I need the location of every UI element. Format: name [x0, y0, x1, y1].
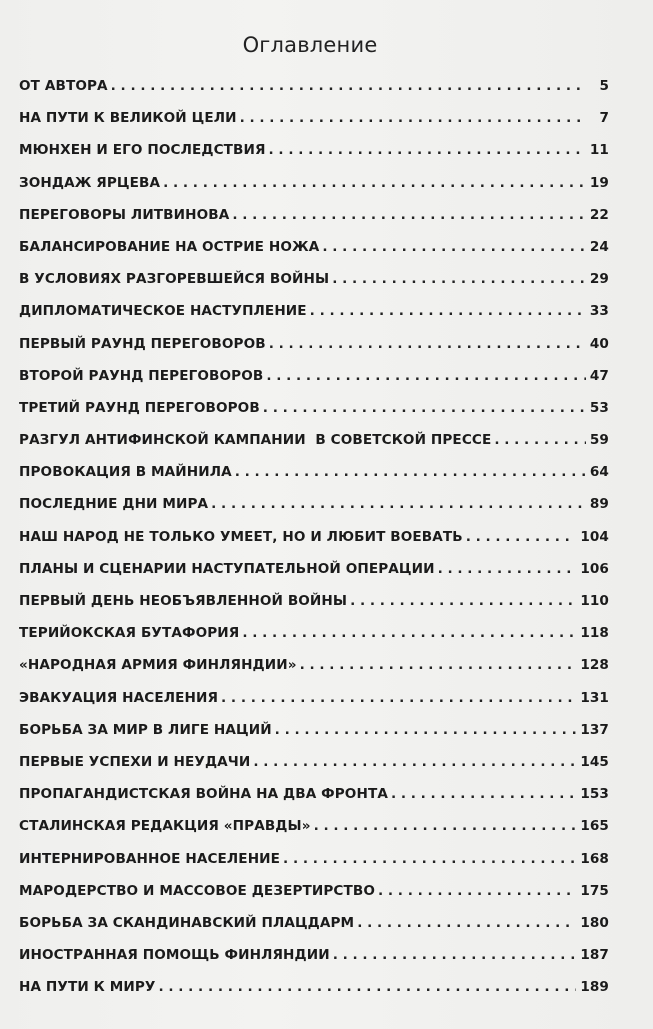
- toc-dot-leader: [235, 456, 586, 488]
- toc-dot-leader: [283, 843, 576, 875]
- toc-entry: [19, 134, 609, 166]
- table-of-contents: [19, 70, 609, 1003]
- toc-dot-leader: [163, 167, 586, 199]
- toc-entry-page: 89: [589, 496, 609, 513]
- toc-entry-page: 118: [580, 625, 609, 642]
- toc-entry-title: ПЛАНЫ И СЦЕНАРИИ НАСТУПАТЕЛЬНОЙ ОПЕРАЦИИ: [19, 560, 435, 577]
- toc-entry-title: ТЕРИЙОКСКАЯ БУТАФОРИЯ: [19, 625, 240, 642]
- toc-entry-page: 29: [589, 271, 609, 288]
- toc-dot-leader: [211, 488, 586, 520]
- toc-entry-page: 180: [580, 914, 609, 931]
- toc-entry-title: ДИПЛОМАТИЧЕСКОЕ НАСТУПЛЕНИЕ: [19, 303, 307, 320]
- toc-entry-page: 22: [589, 206, 609, 223]
- toc-entry-title: РАЗГУЛ АНТИФИНСКОЙ КАМПАНИИ В СОВЕТСКОЙ ПРЕССЕ: [19, 432, 492, 449]
- toc-entry-title: БОРЬБА ЗА МИР В ЛИГЕ НАЦИЙ: [19, 721, 272, 738]
- toc-entry-page: 106: [580, 560, 609, 577]
- toc-entry-page: 24: [589, 238, 609, 255]
- toc-entry-page: 145: [580, 753, 609, 770]
- toc-dot-leader: [242, 617, 576, 649]
- toc-entry-page: 168: [580, 850, 609, 867]
- toc-entry-title: ПЕРВЫЕ УСПЕХИ И НЕУДАЧИ: [19, 753, 251, 770]
- toc-entry-title: ПЕРВЫЙ РАУНД ПЕРЕГОВОРОВ: [19, 335, 266, 352]
- toc-entry-page: 187: [580, 947, 609, 964]
- toc-entry-page: 137: [580, 721, 609, 738]
- toc-dot-leader: [253, 746, 576, 778]
- toc-dot-leader: [158, 971, 576, 1003]
- toc-entry-title: ВТОРОЙ РАУНД ПЕРЕГОВОРОВ: [19, 367, 264, 384]
- toc-entry-title: БАЛАНСИРОВАНИЕ НА ОСТРИЕ НОЖА: [19, 238, 320, 255]
- toc-entry-page: 19: [589, 174, 609, 191]
- toc-dot-leader: [240, 102, 587, 134]
- toc-dot-leader: [391, 778, 576, 810]
- toc-entry-page: 110: [580, 593, 609, 609]
- toc-entry-page: 189: [580, 979, 609, 996]
- toc-dot-leader: [332, 263, 586, 295]
- toc-dot-leader: [314, 810, 577, 842]
- toc-entry: [19, 682, 609, 714]
- toc-entry-page: 7: [599, 110, 609, 127]
- toc-entry-title: НА ПУТИ К МИРУ: [19, 979, 156, 996]
- toc-dot-leader: [333, 939, 577, 971]
- toc-dot-leader: [350, 585, 576, 617]
- toc-dot-leader: [357, 907, 576, 939]
- toc-entry-title: ЗОНДАЖ ЯРЦЕВА: [19, 174, 161, 191]
- toc-dot-leader: [269, 328, 586, 360]
- toc-entry-page: 131: [580, 689, 609, 706]
- toc-entry-page: 175: [580, 882, 609, 899]
- toc-entry-title: МАРОДЕРСТВО И МАССОВОЕ ДЕЗЕРТИРСТВО: [19, 882, 376, 899]
- toc-entry: [19, 553, 609, 585]
- toc-dot-leader: [263, 392, 586, 424]
- toc-entry: [19, 843, 609, 875]
- toc-entry: [19, 746, 609, 778]
- toc-entry: [19, 102, 609, 134]
- toc-entry-title: НАШ НАРОД НЕ ТОЛЬКО УМЕЕТ, НО И ЛЮБИТ ВОЕВАТЬ: [19, 528, 463, 545]
- toc-entry: [19, 199, 609, 231]
- toc-entry-page: 47: [589, 367, 609, 384]
- toc-entry-title: СТАЛИНСКАЯ РЕДАКЦИЯ «ПРАВДЫ»: [19, 818, 311, 835]
- toc-dot-leader: [221, 682, 576, 714]
- toc-entry-title: ПЕРЕГОВОРЫ ЛИТВИНОВА: [19, 206, 230, 223]
- toc-dot-leader: [266, 360, 586, 392]
- toc-entry: [19, 810, 609, 842]
- toc-entry-title: ТРЕТИЙ РАУНД ПЕРЕГОВОРОВ: [19, 399, 260, 416]
- toc-entry: [19, 585, 609, 617]
- toc-entry-page: 59: [589, 432, 609, 449]
- toc-dot-leader: [275, 714, 577, 746]
- page-title: Оглавление: [242, 33, 378, 57]
- toc-entry: [19, 971, 609, 1003]
- toc-entry-page: 33: [589, 303, 609, 320]
- toc-entry-title: ПОСЛЕДНИЕ ДНИ МИРА: [19, 496, 209, 513]
- toc-entry-title: ЭВАКУАЦИЯ НАСЕЛЕНИЯ: [19, 689, 219, 706]
- toc-entry: [19, 263, 609, 295]
- toc-dot-leader: [232, 199, 586, 231]
- toc-entry-title: БОРЬБА ЗА СКАНДИНАВСКИЙ ПЛАЦДАРМ: [19, 914, 355, 931]
- toc-dot-leader: [322, 231, 585, 263]
- toc-entry-title: В УСЛОВИЯХ РАЗГОРЕВШЕЙСЯ ВОЙНЫ: [19, 271, 330, 288]
- toc-entry: [19, 70, 609, 102]
- toc-dot-leader: [111, 70, 587, 102]
- toc-entry: [19, 907, 609, 939]
- toc-entry-title: ПРОВОКАЦИЯ В МАЙНИЛА: [19, 464, 232, 481]
- toc-entry: [19, 295, 609, 327]
- toc-entry: [19, 167, 609, 199]
- toc-entry-title: «НАРОДНАЯ АРМИЯ ФИНЛЯНДИИ»: [19, 657, 297, 674]
- toc-entry-page: 128: [580, 657, 609, 674]
- toc-dot-leader: [438, 553, 577, 585]
- toc-dot-leader: [300, 649, 577, 681]
- toc-entry-page: 64: [589, 464, 609, 481]
- toc-entry-title: ОТ АВТОРА: [19, 78, 108, 94]
- toc-dot-leader: [269, 134, 586, 166]
- toc-entry-page: 104: [580, 528, 609, 545]
- toc-dot-leader: [378, 875, 576, 907]
- toc-entry: [19, 521, 609, 553]
- toc-entry-title: ПРОПАГАНДИСТСКАЯ ВОЙНА НА ДВА ФРОНТА: [19, 786, 388, 803]
- toc-entry-title: ПЕРВЫЙ ДЕНЬ НЕОБЪЯВЛЕННОЙ ВОЙНЫ: [19, 593, 348, 609]
- toc-entry-page: 5: [599, 78, 609, 94]
- toc-entry: [19, 231, 609, 263]
- toc-entry: [19, 778, 609, 810]
- toc-entry: [19, 328, 609, 360]
- toc-entry: [19, 456, 609, 488]
- toc-entry-title: НА ПУТИ К ВЕЛИКОЙ ЦЕЛИ: [19, 110, 237, 127]
- toc-entry-page: 40: [589, 335, 609, 352]
- toc-entry-page: 11: [589, 142, 609, 159]
- toc-entry-page: 53: [589, 399, 609, 416]
- toc-entry: [19, 875, 609, 907]
- toc-dot-leader: [466, 521, 577, 553]
- toc-entry-title: ИНТЕРНИРОВАННОЕ НАСЕЛЕНИЕ: [19, 850, 281, 867]
- toc-entry: [19, 488, 609, 520]
- toc-entry-title: МЮНХЕН И ЕГО ПОСЛЕДСТВИЯ: [19, 142, 266, 159]
- toc-entry-page: 153: [580, 786, 609, 803]
- toc-dot-leader: [494, 424, 586, 456]
- toc-entry: [19, 939, 609, 971]
- toc-entry: [19, 617, 609, 649]
- toc-entry: [19, 714, 609, 746]
- toc-dot-leader: [310, 295, 586, 327]
- toc-entry-page: 165: [580, 818, 609, 835]
- toc-entry: [19, 424, 609, 456]
- toc-entry: [19, 392, 609, 424]
- toc-entry-title: ИНОСТРАННАЯ ПОМОЩЬ ФИНЛЯНДИИ: [19, 947, 330, 964]
- toc-entry: [19, 360, 609, 392]
- toc-entry: [19, 649, 609, 681]
